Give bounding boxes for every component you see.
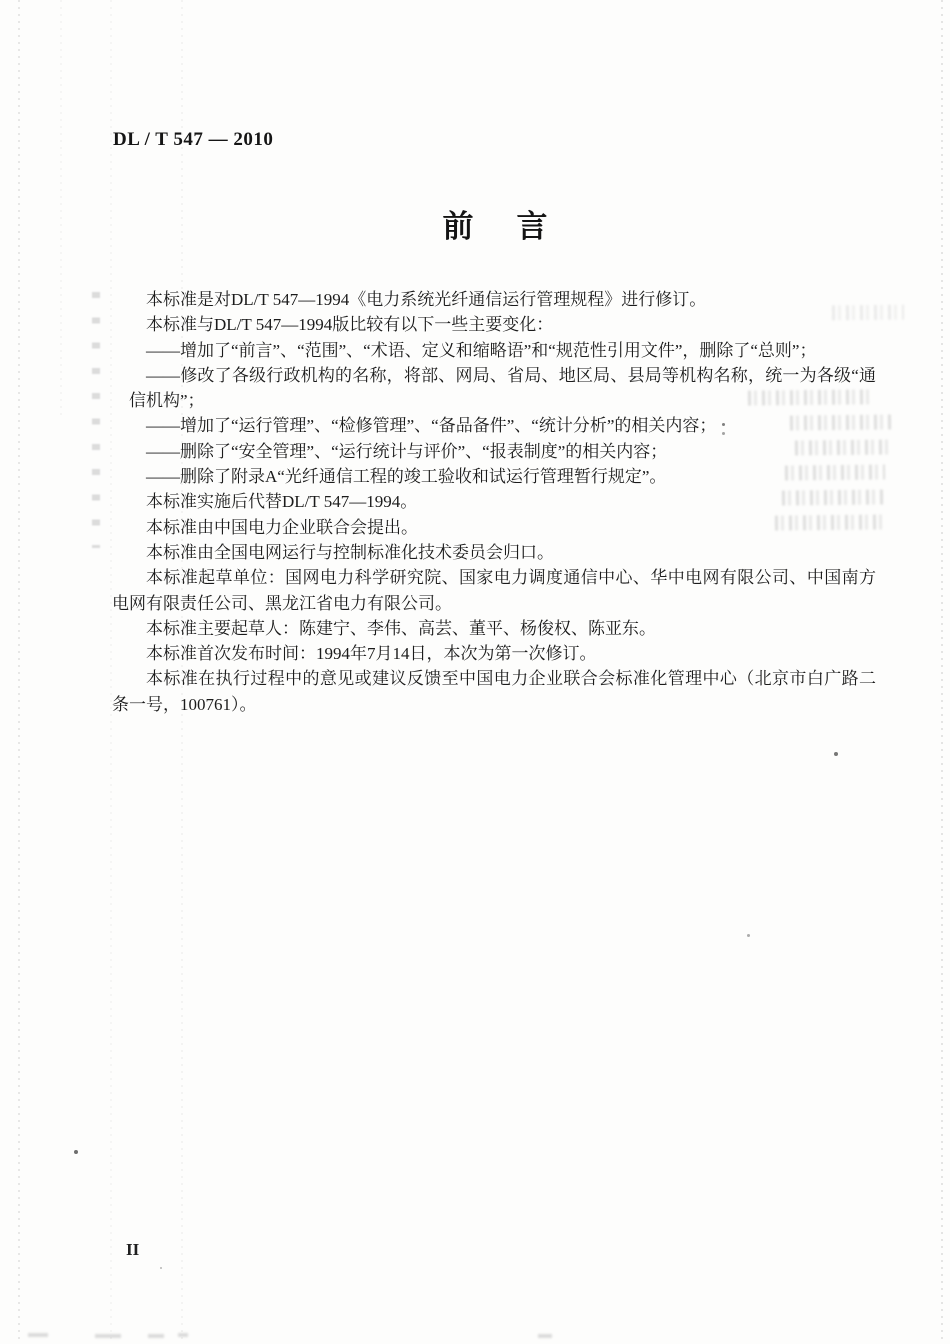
bleed-through-marks-column — [92, 292, 100, 548]
paragraph: 本标准与DL/T 547—1994版比较有以下一些主要变化： — [146, 315, 554, 335]
paragraph: ——删除了“安全管理”、“运行统计与评价”、“报表制度”的相关内容； — [146, 441, 668, 461]
standard-number: DL / T 547 — 2010 — [113, 129, 274, 150]
paragraph: 本标准起草单位：国网电力科学研究院、国家电力调度通信中心、华中电网有限公司、中国南方电网有限责任公司、黑龙江省电力有限公司。 — [112, 568, 876, 613]
page-number: II — [126, 1240, 140, 1259]
scan-edge-smudge — [148, 1334, 164, 1338]
paragraph: ——增加了“前言”、“范围”、“术语、定义和缩略语”和“规范性引用文件”，删除了“总则”； — [146, 340, 817, 360]
paragraph: ——删除了附录A“光纤通信工程的竣工验收和试运行管理暂行规定”。 — [146, 467, 667, 487]
paragraph: 本标准首次发布时间：1994年7月14日，本次为第一次修订。 — [146, 644, 597, 664]
scan-speck — [160, 1267, 162, 1269]
document-body — [112, 287, 876, 717]
scan-speck — [74, 1150, 78, 1154]
scan-speck — [834, 752, 838, 756]
scan-edge-smudge — [178, 1333, 188, 1337]
paragraph: 本标准在执行过程中的意见或建议反馈至中国电力企业联合会标准化管理中心（北京市白广路二条一号，100761）。 — [112, 669, 876, 714]
scan-edge-smudge — [28, 1333, 48, 1337]
document-title: 前 言 — [442, 209, 554, 244]
paragraph: ——修改了各级行政机构的名称，将部、网局、省局、地区局、县局等机构名称，统一为各级“通信机构”； — [129, 365, 876, 411]
paragraph: 本标准实施后代替DL/T 547—1994。 — [146, 492, 418, 512]
scan-edge-smudge — [538, 1334, 552, 1338]
scan-speck — [747, 934, 750, 937]
paragraph: 本标准是对DL/T 547—1994《电力系统光纤通信运行管理规程》进行修订。 — [146, 290, 707, 309]
paragraph: 本标准由全国电网运行与控制标准化技术委员会归口。 — [146, 542, 554, 562]
paragraph: 本标准主要起草人：陈建宁、李伟、高芸、董平、杨俊权、陈亚东。 — [146, 618, 656, 638]
scan-edge-smudge — [95, 1334, 121, 1338]
paragraph: 本标准由中国电力企业联合会提出。 — [146, 517, 418, 537]
paragraph: ——增加了“运行管理”、“检修管理”、“备品备件”、“统计分析”的相关内容； — [146, 416, 717, 436]
